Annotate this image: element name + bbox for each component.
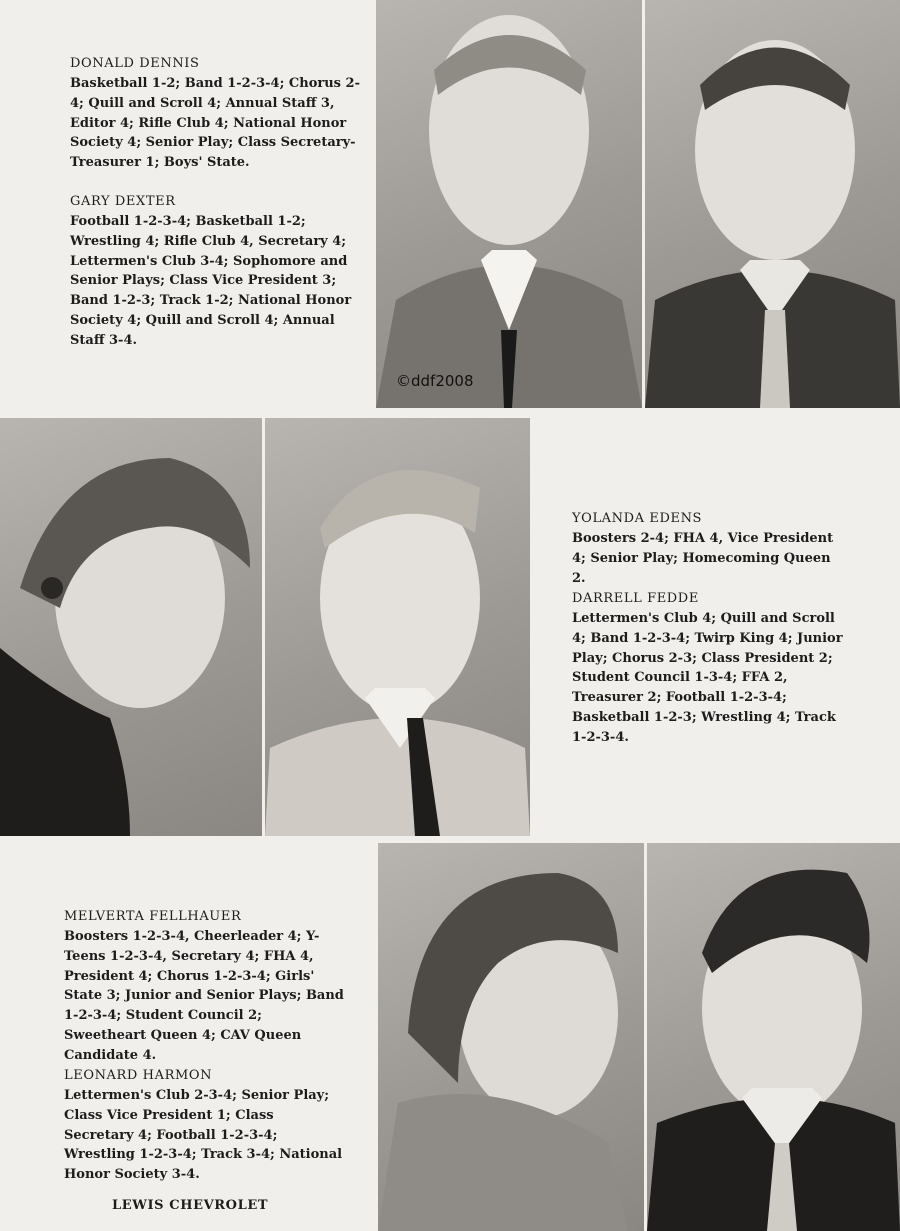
bio-donald-dennis <box>70 56 360 173</box>
student-name: MELVERTA FELLHAUER <box>64 909 242 924</box>
portrait-photo-donald-dennis <box>376 0 642 408</box>
watermark: ©ddf2008 <box>396 372 474 390</box>
portrait-photo-yolanda-edens <box>0 418 262 836</box>
student-name: DONALD DENNIS <box>70 56 200 71</box>
portrait-photo-gary-dexter <box>645 0 900 408</box>
footer-sponsor: LEWIS CHEVROLET <box>112 1198 269 1213</box>
student-activities: Boosters 2-4; FHA 4, Vice President 4; Senior Play; Homecoming Queen 2. <box>572 531 834 586</box>
bio-gary-dexter <box>70 194 360 351</box>
bio-melverta-fellhauer <box>64 909 346 1066</box>
bio-darrell-fedde <box>572 591 848 748</box>
student-name: YOLANDA EDENS <box>572 511 703 526</box>
student-activities: Lettermen's Club 4; Quill and Scroll 4; Band 1-2-3-4; Twirp King 4; Junior Play; Chorus 2-3; Class President 2; Student Council 1-3-4; FFA 2, Treasurer 2; Football 1-2-3-4; Basketball 1-2-3; Wrestling 4; Track 1-2-3-4. <box>572 611 843 745</box>
student-name: GARY DEXTER <box>70 194 176 209</box>
student-name: DARRELL FEDDE <box>572 591 699 606</box>
student-activities: Basketball 1-2; Band 1-2-3-4; Chorus 2-4; Quill and Scroll 4; Annual Staff 3, Editor 4; Rifle Club 4; National Honor Society 4; Senior Play; Class Secretary-Treasurer 1; Boys' State. <box>70 76 360 171</box>
portrait-photo-melverta-fellhauer <box>378 843 644 1231</box>
student-name: LEONARD HARMON <box>64 1068 213 1083</box>
bio-leonard-harmon <box>64 1068 346 1185</box>
portrait-photo-darrell-fedde <box>265 418 530 836</box>
student-activities: Boosters 1-2-3-4, Cheerleader 4; Y-Teens 1-2-3-4, Secretary 4; FHA 4, President 4; Chorus 1-2-3-4; Girls' State 3; Junior and Senior Plays; Band 1-2-3-4; Student Council 2; Sweetheart Queen 4; CAV Queen Candidate 4. <box>64 929 344 1063</box>
portrait-photo-leonard-harmon <box>647 843 900 1231</box>
student-activities: Lettermen's Club 2-3-4; Senior Play; Class Vice President 1; Class Secretary 4; Football 1-2-3-4; Wrestling 1-2-3-4; Track 3-4; National Honor Society 3-4. <box>64 1088 343 1183</box>
student-activities: Football 1-2-3-4; Basketball 1-2; Wrestling 4; Rifle Club 4, Secretary 4; Lettermen's Club 3-4; Sophomore and Senior Plays; Class Vice President 3; Band 1-2-3; Track 1-2; National Honor Society 4; Quill and Scroll 4; Annual Staff 3-4. <box>70 214 352 348</box>
bio-yolanda-edens <box>572 511 848 588</box>
